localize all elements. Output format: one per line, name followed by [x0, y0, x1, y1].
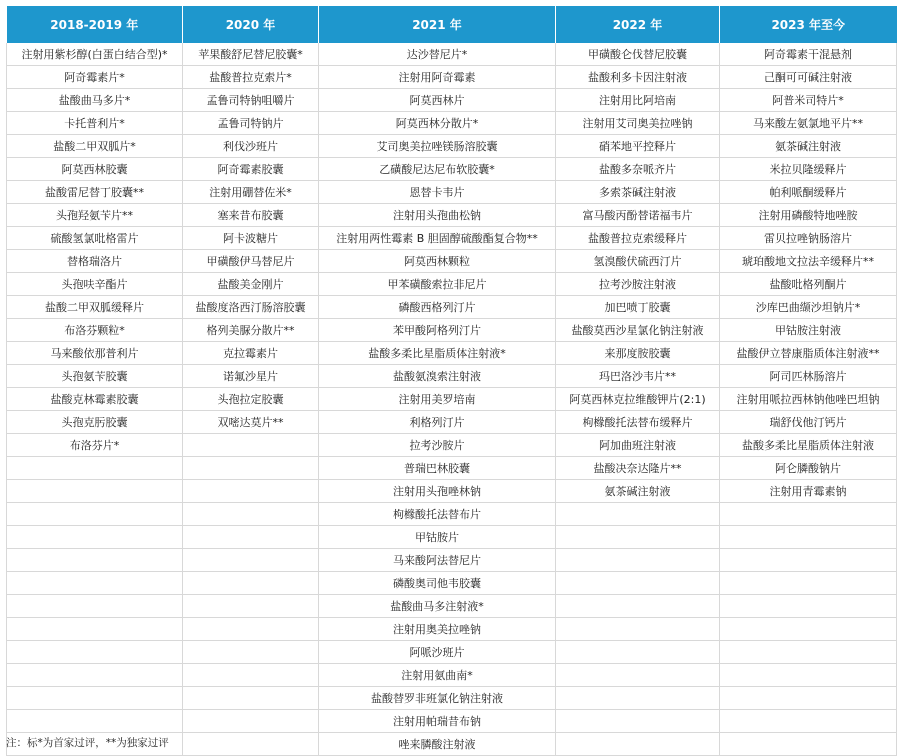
table-cell: 马来酸左氨氯地平片**	[720, 112, 897, 135]
drug-approval-table	[6, 6, 897, 756]
table-cell: 盐酸二甲双胍片*	[7, 135, 183, 158]
table-cell: 注射用阿奇霉素	[319, 66, 556, 89]
table-cell: 苹果酸舒尼替尼胶囊*	[183, 43, 319, 66]
table-cell: 替格瑞洛片	[7, 250, 183, 273]
table-cell	[183, 503, 319, 526]
table-cell: 盐酸决奈达隆片**	[556, 457, 720, 480]
table-cell: 艾司奥美拉唑镁肠溶胶囊	[319, 135, 556, 158]
table-cell	[7, 572, 183, 595]
table-row	[7, 296, 897, 319]
table-cell: 双嘧达莫片**	[183, 411, 319, 434]
table-cell: 注射用比阿培南	[556, 89, 720, 112]
table-cell	[720, 687, 897, 710]
table-cell	[556, 664, 720, 687]
table-cell: 恩替卡韦片	[319, 181, 556, 204]
table-cell: 甲钴胺注射液	[720, 319, 897, 342]
table-cell: 阿莫西林克拉维酸钾片(2:1)	[556, 388, 720, 411]
column-header: 2020 年	[183, 6, 319, 43]
table-cell: 注射用青霉素钠	[720, 480, 897, 503]
table-cell	[7, 549, 183, 572]
table-cell: 诺氟沙星片	[183, 365, 319, 388]
table-cell: 甲钴胺片	[319, 526, 556, 549]
table-cell: 阿莫西林胶囊	[7, 158, 183, 181]
table-cell: 头孢呋辛酯片	[7, 273, 183, 296]
table-cell: 琥珀酸地文拉法辛缓释片**	[720, 250, 897, 273]
table-cell	[556, 733, 720, 756]
table-cell: 甲磺酸仑伐替尼胶囊	[556, 43, 720, 66]
table-row	[7, 411, 897, 434]
table-cell: 盐酸普拉克索片*	[183, 66, 319, 89]
table-cell: 注射用紫杉醇(白蛋白结合型)*	[7, 43, 183, 66]
table-cell: 氨茶碱注射液	[556, 480, 720, 503]
table-cell: 注射用磷酸特地唑胺	[720, 204, 897, 227]
table-cell	[183, 480, 319, 503]
table-cell	[556, 526, 720, 549]
table-cell	[7, 503, 183, 526]
table-cell: 枸橼酸托法替布缓释片	[556, 411, 720, 434]
table-cell: 注射用哌拉西林钠他唑巴坦钠	[720, 388, 897, 411]
table-row	[7, 181, 897, 204]
table-cell: 达沙替尼片*	[319, 43, 556, 66]
table-cell: 盐酸二甲双胍缓释片	[7, 296, 183, 319]
table-row	[7, 549, 897, 572]
table-cell: 多索茶碱注射液	[556, 181, 720, 204]
table-cell: 硝苯地平控释片	[556, 135, 720, 158]
table-row	[7, 112, 897, 135]
table-cell	[7, 618, 183, 641]
table-row	[7, 687, 897, 710]
table-cell: 盐酸克林霉素胶囊	[7, 388, 183, 411]
table-cell	[7, 526, 183, 549]
table-row	[7, 480, 897, 503]
table-cell: 注射用两性霉素 B 胆固醇硫酸酯复合物**	[319, 227, 556, 250]
table-cell: 阿加曲班注射液	[556, 434, 720, 457]
table-cell: 阿奇霉素干混悬剂	[720, 43, 897, 66]
table-cell: 盐酸莫西沙星氯化钠注射液	[556, 319, 720, 342]
table-cell	[556, 618, 720, 641]
table-cell	[183, 526, 319, 549]
table-cell	[7, 664, 183, 687]
table-cell	[720, 549, 897, 572]
table-cell	[183, 687, 319, 710]
table-row	[7, 710, 897, 733]
table-cell: 拉考沙胺片	[319, 434, 556, 457]
table-cell: 盐酸多柔比星脂质体注射液	[720, 434, 897, 457]
table-row	[7, 595, 897, 618]
table-cell	[720, 710, 897, 733]
table-cell: 头孢拉定胶囊	[183, 388, 319, 411]
footnote: 注：标*为首家过评，**为独家过评	[6, 737, 169, 749]
table-cell: 盐酸美金刚片	[183, 273, 319, 296]
table-cell: 盐酸伊立替康脂质体注射液**	[720, 342, 897, 365]
table-cell: 盐酸多奈哌齐片	[556, 158, 720, 181]
table-cell: 阿奇霉素胶囊	[183, 158, 319, 181]
table-cell	[720, 641, 897, 664]
column-header: 2018-2019 年	[7, 6, 183, 43]
table-cell: 阿卡波糖片	[183, 227, 319, 250]
table-cell	[7, 457, 183, 480]
table-row	[7, 319, 897, 342]
table-cell: 玛巴洛沙韦片**	[556, 365, 720, 388]
table-cell: 卡托普利片*	[7, 112, 183, 135]
table-cell: 注射用硼替佐米*	[183, 181, 319, 204]
table-cell: 马来酸依那普利片	[7, 342, 183, 365]
table-cell: 沙库巴曲缬沙坦钠片*	[720, 296, 897, 319]
column-header: 2021 年	[319, 6, 556, 43]
table-cell: 帕利哌酮缓释片	[720, 181, 897, 204]
table-row	[7, 641, 897, 664]
table-cell: 马来酸阿法替尼片	[319, 549, 556, 572]
table-cell	[556, 549, 720, 572]
table-cell	[183, 641, 319, 664]
table-cell: 注射用帕瑞昔布钠	[319, 710, 556, 733]
table-cell: 注射用氨曲南*	[319, 664, 556, 687]
table-cell: 头孢克肟胶囊	[7, 411, 183, 434]
table-cell: 注射用艾司奥美拉唑钠	[556, 112, 720, 135]
table-cell: 盐酸吡格列酮片	[720, 273, 897, 296]
table-cell	[7, 595, 183, 618]
table-cell: 盐酸度洛西汀肠溶胶囊	[183, 296, 319, 319]
table-cell: 苯甲酸阿格列汀片	[319, 319, 556, 342]
table-cell	[7, 480, 183, 503]
column-header: 2022 年	[556, 6, 720, 43]
table-cell	[556, 710, 720, 733]
table-row	[7, 664, 897, 687]
table-cell	[183, 434, 319, 457]
table-cell: 加巴喷丁胶囊	[556, 296, 720, 319]
table-cell: 阿莫西林分散片*	[319, 112, 556, 135]
table-row	[7, 43, 897, 66]
table-cell	[183, 549, 319, 572]
table-cell: 普瑞巴林胶囊	[319, 457, 556, 480]
table-cell	[183, 664, 319, 687]
table-cell: 头孢氨苄胶囊	[7, 365, 183, 388]
table-cell: 乙磺酸尼达尼布软胶囊*	[319, 158, 556, 181]
table-cell: 布洛芬片*	[7, 434, 183, 457]
table-cell: 利格列汀片	[319, 411, 556, 434]
table-cell	[556, 572, 720, 595]
table-cell: 盐酸曲马多注射液*	[319, 595, 556, 618]
table-cell: 氨茶碱注射液	[720, 135, 897, 158]
table-cell: 磷酸奥司他韦胶囊	[319, 572, 556, 595]
table-row	[7, 457, 897, 480]
table-cell: 盐酸氨溴索注射液	[319, 365, 556, 388]
table-row	[7, 273, 897, 296]
table-row	[7, 342, 897, 365]
table-cell: 甲苯磺酸索拉非尼片	[319, 273, 556, 296]
table-cell	[183, 572, 319, 595]
table-row	[7, 434, 897, 457]
table-cell: 克拉霉素片	[183, 342, 319, 365]
table-body	[7, 43, 897, 756]
table-row	[7, 66, 897, 89]
table-cell: 布洛芬颗粒*	[7, 319, 183, 342]
table-cell: 盐酸雷尼替丁胶囊**	[7, 181, 183, 204]
table-row	[7, 572, 897, 595]
table-row	[7, 227, 897, 250]
table-cell	[7, 641, 183, 664]
table-cell	[720, 503, 897, 526]
table-cell	[720, 664, 897, 687]
table-cell	[7, 710, 183, 733]
table-row	[7, 526, 897, 549]
table-cell	[183, 457, 319, 480]
table-row	[7, 365, 897, 388]
table-cell	[720, 572, 897, 595]
table-cell: 拉考沙胺注射液	[556, 273, 720, 296]
table-cell: 己酮可可碱注射液	[720, 66, 897, 89]
table-cell	[556, 641, 720, 664]
table-cell: 头孢羟氨苄片**	[7, 204, 183, 227]
table-cell: 阿普米司特片*	[720, 89, 897, 112]
table-cell: 塞来昔布胶囊	[183, 204, 319, 227]
table-cell: 阿仑膦酸钠片	[720, 457, 897, 480]
table-cell: 孟鲁司特钠咀嚼片	[183, 89, 319, 112]
table-row	[7, 250, 897, 273]
table-cell: 来那度胺胶囊	[556, 342, 720, 365]
table-cell: 阿莫西林颗粒	[319, 250, 556, 273]
table-cell: 盐酸多柔比星脂质体注射液*	[319, 342, 556, 365]
table-cell: 盐酸曲马多片*	[7, 89, 183, 112]
table-cell: 硫酸氢氯吡格雷片	[7, 227, 183, 250]
table-row	[7, 388, 897, 411]
table-cell	[183, 733, 319, 756]
table-cell	[720, 618, 897, 641]
table-cell: 盐酸替罗非班氯化钠注射液	[319, 687, 556, 710]
table-cell: 富马酸丙酚替诺福韦片	[556, 204, 720, 227]
table-cell: 注射用头孢曲松钠	[319, 204, 556, 227]
table-row	[7, 89, 897, 112]
table-cell: 注射用头孢唑林钠	[319, 480, 556, 503]
table-row	[7, 618, 897, 641]
table-cell: 注射用奥美拉唑钠	[319, 618, 556, 641]
table-cell	[720, 733, 897, 756]
table-cell	[183, 618, 319, 641]
table-cell: 唑来膦酸注射液	[319, 733, 556, 756]
table-cell: 孟鲁司特钠片	[183, 112, 319, 135]
table-cell	[720, 526, 897, 549]
table-cell: 磷酸西格列汀片	[319, 296, 556, 319]
table-cell: 格列美脲分散片**	[183, 319, 319, 342]
table-cell: 盐酸普拉克索缓释片	[556, 227, 720, 250]
table-cell	[556, 687, 720, 710]
table-cell: 甲磺酸伊马替尼片	[183, 250, 319, 273]
table-cell	[7, 687, 183, 710]
table-cell	[183, 595, 319, 618]
table-cell	[183, 710, 319, 733]
table-cell: 瑞舒伐他汀钙片	[720, 411, 897, 434]
table-row	[7, 158, 897, 181]
table-cell: 米拉贝隆缓释片	[720, 158, 897, 181]
table-cell	[720, 595, 897, 618]
table-row	[7, 503, 897, 526]
table-cell: 阿奇霉素片*	[7, 66, 183, 89]
table-cell: 盐酸利多卡因注射液	[556, 66, 720, 89]
table-cell: 阿莫西林片	[319, 89, 556, 112]
table-cell: 氢溴酸伏硫西汀片	[556, 250, 720, 273]
table-cell	[556, 503, 720, 526]
table-cell	[556, 595, 720, 618]
table-cell: 阿司匹林肠溶片	[720, 365, 897, 388]
table-cell: 注射用美罗培南	[319, 388, 556, 411]
column-header: 2023 年至今	[720, 6, 897, 43]
table-row	[7, 135, 897, 158]
table-row	[7, 204, 897, 227]
table-cell: 雷贝拉唑钠肠溶片	[720, 227, 897, 250]
table-cell: 阿哌沙班片	[319, 641, 556, 664]
table-cell: 枸橼酸托法替布片	[319, 503, 556, 526]
header-row	[7, 6, 897, 43]
table-cell: 利伐沙班片	[183, 135, 319, 158]
